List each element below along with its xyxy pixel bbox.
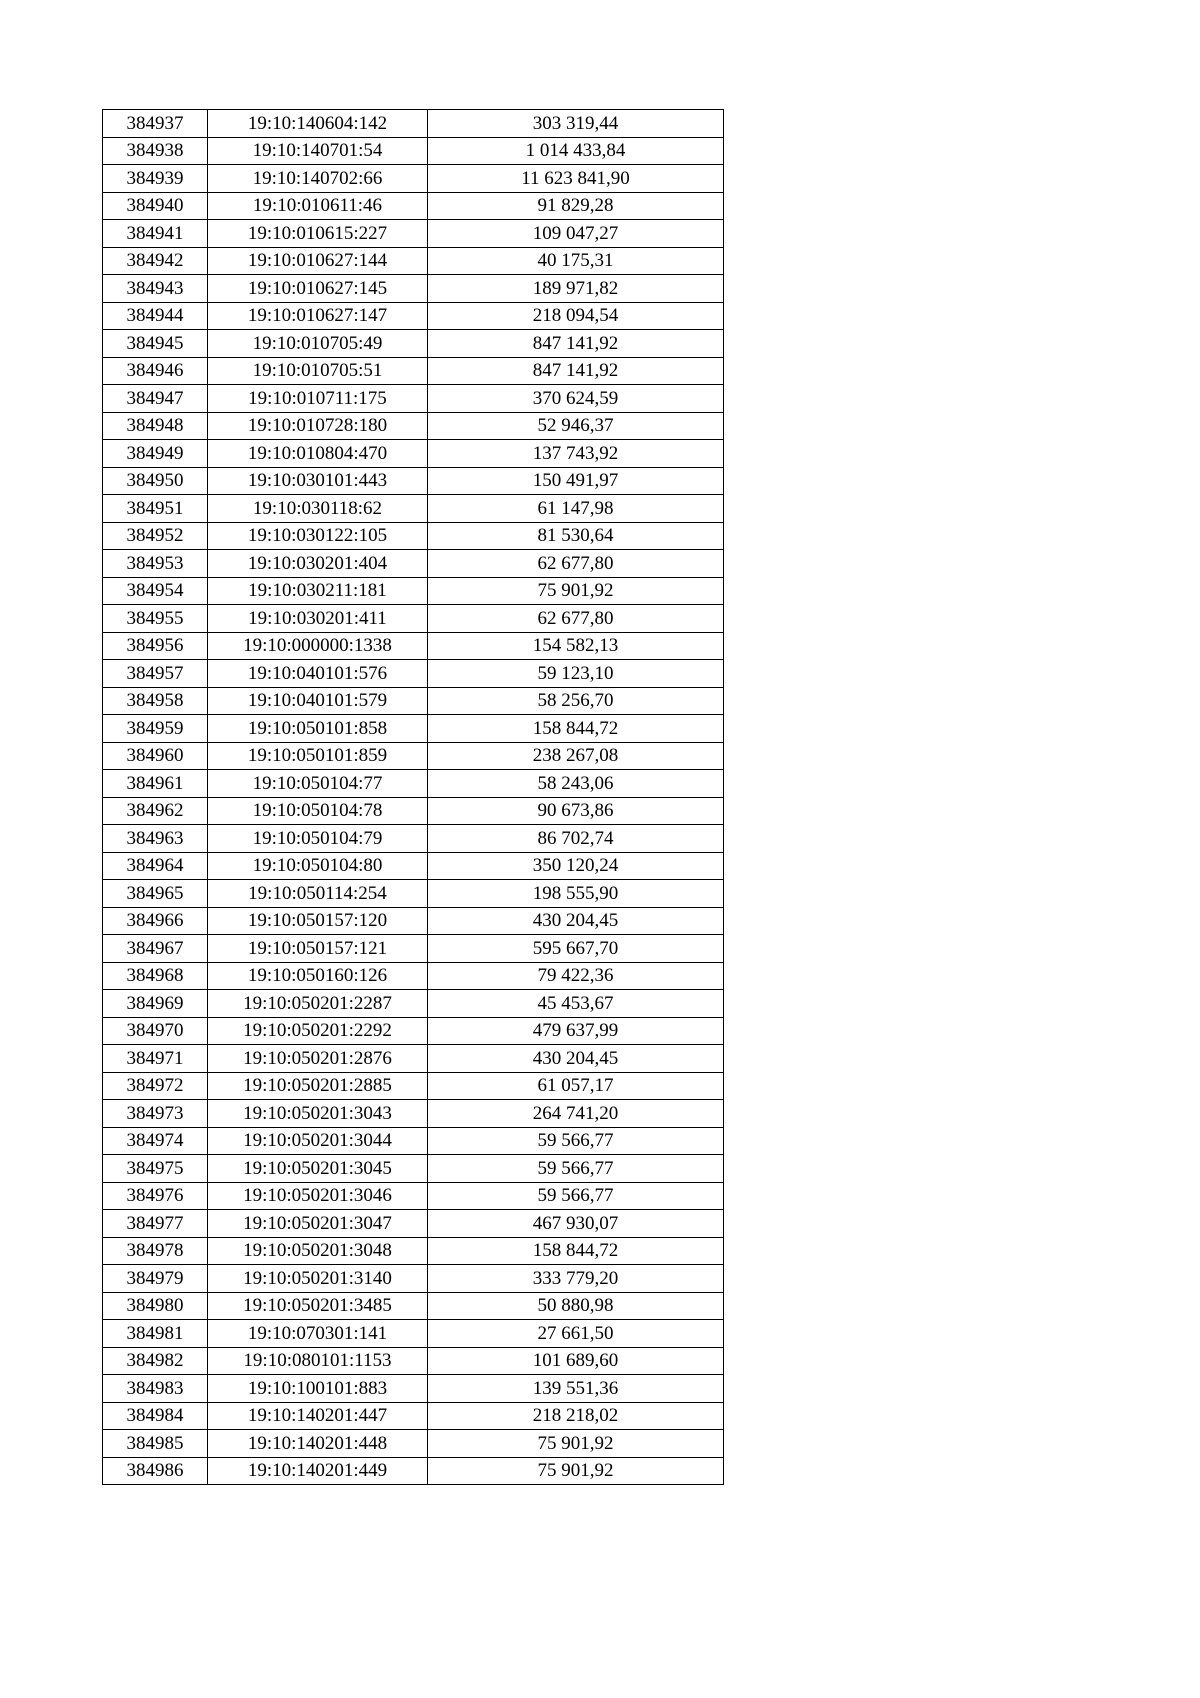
- cadastral-value-cell: 62 677,80: [428, 550, 724, 578]
- table-row: [103, 522, 724, 550]
- table-row: [103, 660, 724, 688]
- cadastral-value-cell: 198 555,90: [428, 880, 724, 908]
- cadastral-value-cell: 238 267,08: [428, 742, 724, 770]
- cadastral-number-cell: 19:10:010804:470: [208, 440, 428, 468]
- table-row: [103, 1457, 724, 1485]
- cadastral-number-cell: 19:10:050201:2876: [208, 1045, 428, 1073]
- table-row: [103, 962, 724, 990]
- cadastral-value-cell: 79 422,36: [428, 962, 724, 990]
- table-row: [103, 1017, 724, 1045]
- table-row: [103, 1292, 724, 1320]
- cadastral-number-cell: 19:10:050114:254: [208, 880, 428, 908]
- cadastral-value-cell: 139 551,36: [428, 1375, 724, 1403]
- cadastral-value-cell: 189 971,82: [428, 275, 724, 303]
- row-number-cell: 384947: [103, 385, 208, 413]
- row-number-cell: 384967: [103, 935, 208, 963]
- table-row: [103, 770, 724, 798]
- cadastral-number-cell: 19:10:050201:3047: [208, 1210, 428, 1238]
- cadastral-value-cell: 109 047,27: [428, 220, 724, 248]
- table-row: [103, 687, 724, 715]
- row-number-cell: 384984: [103, 1402, 208, 1430]
- row-number-cell: 384985: [103, 1430, 208, 1458]
- cadastral-value-cell: 59 123,10: [428, 660, 724, 688]
- cadastral-number-cell: 19:10:050201:3043: [208, 1100, 428, 1128]
- table-row: [103, 192, 724, 220]
- row-number-cell: 384955: [103, 605, 208, 633]
- row-number-cell: 384980: [103, 1292, 208, 1320]
- row-number-cell: 384969: [103, 990, 208, 1018]
- row-number-cell: 384949: [103, 440, 208, 468]
- table-row: [103, 302, 724, 330]
- table-row: [103, 935, 724, 963]
- row-number-cell: 384938: [103, 137, 208, 165]
- cadastral-number-cell: 19:10:040101:576: [208, 660, 428, 688]
- cadastral-value-cell: 101 689,60: [428, 1347, 724, 1375]
- row-number-cell: 384956: [103, 632, 208, 660]
- row-number-cell: 384973: [103, 1100, 208, 1128]
- row-number-cell: 384968: [103, 962, 208, 990]
- row-number-cell: 384957: [103, 660, 208, 688]
- cadastral-value-cell: 59 566,77: [428, 1127, 724, 1155]
- cadastral-value-cell: 430 204,45: [428, 907, 724, 935]
- cadastral-number-cell: 19:10:050201:3044: [208, 1127, 428, 1155]
- table-row: [103, 1430, 724, 1458]
- cadastral-number-cell: 19:10:010627:147: [208, 302, 428, 330]
- cadastral-number-cell: 19:10:050101:859: [208, 742, 428, 770]
- cadastral-value-cell: 52 946,37: [428, 412, 724, 440]
- cadastral-number-cell: 19:10:050104:80: [208, 852, 428, 880]
- table-row: [103, 467, 724, 495]
- cadastral-value-cell: 62 677,80: [428, 605, 724, 633]
- cadastral-number-cell: 19:10:050201:2287: [208, 990, 428, 1018]
- cadastral-value-cell: 467 930,07: [428, 1210, 724, 1238]
- row-number-cell: 384965: [103, 880, 208, 908]
- table-row: [103, 330, 724, 358]
- cadastral-value-cell: 59 566,77: [428, 1155, 724, 1183]
- cadastral-value-cell: 61 057,17: [428, 1072, 724, 1100]
- cadastral-number-cell: 19:10:050104:79: [208, 825, 428, 853]
- cadastral-number-cell: 19:10:050201:3140: [208, 1265, 428, 1293]
- cadastral-value-cell: 264 741,20: [428, 1100, 724, 1128]
- table-row: [103, 852, 724, 880]
- row-number-cell: 384964: [103, 852, 208, 880]
- table-row: [103, 825, 724, 853]
- row-number-cell: 384959: [103, 715, 208, 743]
- table-row: [103, 275, 724, 303]
- table-row: [103, 137, 724, 165]
- cadastral-value-cell: 61 147,98: [428, 495, 724, 523]
- row-number-cell: 384983: [103, 1375, 208, 1403]
- row-number-cell: 384975: [103, 1155, 208, 1183]
- cadastral-number-cell: 19:10:050201:3048: [208, 1237, 428, 1265]
- cadastral-value-cell: 11 623 841,90: [428, 165, 724, 193]
- row-number-cell: 384971: [103, 1045, 208, 1073]
- row-number-cell: 384974: [103, 1127, 208, 1155]
- cadastral-value-table: [102, 109, 724, 1485]
- table-row: [103, 412, 724, 440]
- row-number-cell: 384966: [103, 907, 208, 935]
- table-row: [103, 1182, 724, 1210]
- cadastral-value-cell: 158 844,72: [428, 1237, 724, 1265]
- cadastral-value-cell: 218 094,54: [428, 302, 724, 330]
- table-row: [103, 1210, 724, 1238]
- cadastral-number-cell: 19:10:140201:448: [208, 1430, 428, 1458]
- cadastral-value-cell: 137 743,92: [428, 440, 724, 468]
- cadastral-number-cell: 19:10:010711:175: [208, 385, 428, 413]
- row-number-cell: 384954: [103, 577, 208, 605]
- cadastral-number-cell: 19:10:050201:2885: [208, 1072, 428, 1100]
- table-row: [103, 1402, 724, 1430]
- row-number-cell: 384952: [103, 522, 208, 550]
- cadastral-value-cell: 45 453,67: [428, 990, 724, 1018]
- table-row: [103, 357, 724, 385]
- table-row: [103, 385, 724, 413]
- cadastral-number-cell: 19:10:000000:1338: [208, 632, 428, 660]
- table-row: [103, 1072, 724, 1100]
- table-row: [103, 1237, 724, 1265]
- row-number-cell: 384943: [103, 275, 208, 303]
- row-number-cell: 384941: [103, 220, 208, 248]
- table-row: [103, 605, 724, 633]
- table-row: [103, 880, 724, 908]
- cadastral-value-cell: 154 582,13: [428, 632, 724, 660]
- table-row: [103, 110, 724, 138]
- cadastral-value-cell: 350 120,24: [428, 852, 724, 880]
- cadastral-value-cell: 75 901,92: [428, 1430, 724, 1458]
- table-row: [103, 1320, 724, 1348]
- row-number-cell: 384972: [103, 1072, 208, 1100]
- row-number-cell: 384978: [103, 1237, 208, 1265]
- cadastral-value-cell: 59 566,77: [428, 1182, 724, 1210]
- cadastral-number-cell: 19:10:010627:144: [208, 247, 428, 275]
- cadastral-value-cell: 595 667,70: [428, 935, 724, 963]
- table-row: [103, 495, 724, 523]
- table-row: [103, 165, 724, 193]
- row-number-cell: 384979: [103, 1265, 208, 1293]
- cadastral-value-cell: 27 661,50: [428, 1320, 724, 1348]
- table-row: [103, 742, 724, 770]
- table-row: [103, 220, 724, 248]
- cadastral-number-cell: 19:10:140604:142: [208, 110, 428, 138]
- row-number-cell: 384942: [103, 247, 208, 275]
- cadastral-number-cell: 19:10:030201:404: [208, 550, 428, 578]
- cadastral-value-cell: 58 243,06: [428, 770, 724, 798]
- table-row: [103, 550, 724, 578]
- table-row: [103, 1375, 724, 1403]
- cadastral-value-cell: 158 844,72: [428, 715, 724, 743]
- cadastral-value-cell: 58 256,70: [428, 687, 724, 715]
- cadastral-value-cell: 75 901,92: [428, 577, 724, 605]
- row-number-cell: 384982: [103, 1347, 208, 1375]
- cadastral-number-cell: 19:10:030122:105: [208, 522, 428, 550]
- table-row: [103, 797, 724, 825]
- row-number-cell: 384960: [103, 742, 208, 770]
- cadastral-number-cell: 19:10:050201:3485: [208, 1292, 428, 1320]
- cadastral-number-cell: 19:10:030201:411: [208, 605, 428, 633]
- cadastral-number-cell: 19:10:030101:443: [208, 467, 428, 495]
- cadastral-number-cell: 19:10:040101:579: [208, 687, 428, 715]
- cadastral-value-cell: 303 319,44: [428, 110, 724, 138]
- table-body: [103, 110, 724, 1485]
- table-row: [103, 1127, 724, 1155]
- cadastral-value-cell: 81 530,64: [428, 522, 724, 550]
- row-number-cell: 384962: [103, 797, 208, 825]
- cadastral-number-cell: 19:10:010627:145: [208, 275, 428, 303]
- cadastral-number-cell: 19:10:030211:181: [208, 577, 428, 605]
- cadastral-number-cell: 19:10:070301:141: [208, 1320, 428, 1348]
- table-row: [103, 1045, 724, 1073]
- cadastral-number-cell: 19:10:010705:51: [208, 357, 428, 385]
- row-number-cell: 384970: [103, 1017, 208, 1045]
- cadastral-value-cell: 86 702,74: [428, 825, 724, 853]
- row-number-cell: 384976: [103, 1182, 208, 1210]
- table-row: [103, 907, 724, 935]
- cadastral-value-cell: 150 491,97: [428, 467, 724, 495]
- table-row: [103, 1100, 724, 1128]
- cadastral-value-cell: 847 141,92: [428, 357, 724, 385]
- cadastral-value-cell: 218 218,02: [428, 1402, 724, 1430]
- cadastral-value-cell: 75 901,92: [428, 1457, 724, 1485]
- cadastral-number-cell: 19:10:140201:449: [208, 1457, 428, 1485]
- table-row: [103, 577, 724, 605]
- cadastral-number-cell: 19:10:010705:49: [208, 330, 428, 358]
- cadastral-number-cell: 19:10:030118:62: [208, 495, 428, 523]
- cadastral-value-cell: 50 880,98: [428, 1292, 724, 1320]
- cadastral-value-cell: 90 673,86: [428, 797, 724, 825]
- cadastral-number-cell: 19:10:050201:2292: [208, 1017, 428, 1045]
- cadastral-number-cell: 19:10:050160:126: [208, 962, 428, 990]
- cadastral-value-cell: 333 779,20: [428, 1265, 724, 1293]
- cadastral-number-cell: 19:10:050157:121: [208, 935, 428, 963]
- table-row: [103, 247, 724, 275]
- cadastral-value-cell: 370 624,59: [428, 385, 724, 413]
- row-number-cell: 384977: [103, 1210, 208, 1238]
- row-number-cell: 384940: [103, 192, 208, 220]
- table-row: [103, 1347, 724, 1375]
- row-number-cell: 384953: [103, 550, 208, 578]
- row-number-cell: 384945: [103, 330, 208, 358]
- table-row: [103, 715, 724, 743]
- table-row: [103, 1155, 724, 1183]
- cadastral-value-cell: 40 175,31: [428, 247, 724, 275]
- cadastral-number-cell: 19:10:080101:1153: [208, 1347, 428, 1375]
- cadastral-number-cell: 19:10:100101:883: [208, 1375, 428, 1403]
- cadastral-number-cell: 19:10:050201:3046: [208, 1182, 428, 1210]
- row-number-cell: 384958: [103, 687, 208, 715]
- row-number-cell: 384937: [103, 110, 208, 138]
- row-number-cell: 384981: [103, 1320, 208, 1348]
- cadastral-number-cell: 19:10:050101:858: [208, 715, 428, 743]
- row-number-cell: 384946: [103, 357, 208, 385]
- row-number-cell: 384963: [103, 825, 208, 853]
- cadastral-number-cell: 19:10:050201:3045: [208, 1155, 428, 1183]
- table-row: [103, 1265, 724, 1293]
- cadastral-number-cell: 19:10:140201:447: [208, 1402, 428, 1430]
- cadastral-value-cell: 847 141,92: [428, 330, 724, 358]
- cadastral-number-cell: 19:10:010728:180: [208, 412, 428, 440]
- row-number-cell: 384951: [103, 495, 208, 523]
- cadastral-number-cell: 19:10:010611:46: [208, 192, 428, 220]
- table-row: [103, 990, 724, 1018]
- cadastral-number-cell: 19:10:010615:227: [208, 220, 428, 248]
- row-number-cell: 384950: [103, 467, 208, 495]
- row-number-cell: 384961: [103, 770, 208, 798]
- cadastral-value-cell: 479 637,99: [428, 1017, 724, 1045]
- cadastral-value-cell: 1 014 433,84: [428, 137, 724, 165]
- row-number-cell: 384986: [103, 1457, 208, 1485]
- table-row: [103, 632, 724, 660]
- cadastral-value-cell: 91 829,28: [428, 192, 724, 220]
- cadastral-number-cell: 19:10:050104:78: [208, 797, 428, 825]
- row-number-cell: 384939: [103, 165, 208, 193]
- row-number-cell: 384944: [103, 302, 208, 330]
- cadastral-number-cell: 19:10:050104:77: [208, 770, 428, 798]
- row-number-cell: 384948: [103, 412, 208, 440]
- table-row: [103, 440, 724, 468]
- cadastral-number-cell: 19:10:140702:66: [208, 165, 428, 193]
- cadastral-number-cell: 19:10:050157:120: [208, 907, 428, 935]
- cadastral-number-cell: 19:10:140701:54: [208, 137, 428, 165]
- cadastral-value-cell: 430 204,45: [428, 1045, 724, 1073]
